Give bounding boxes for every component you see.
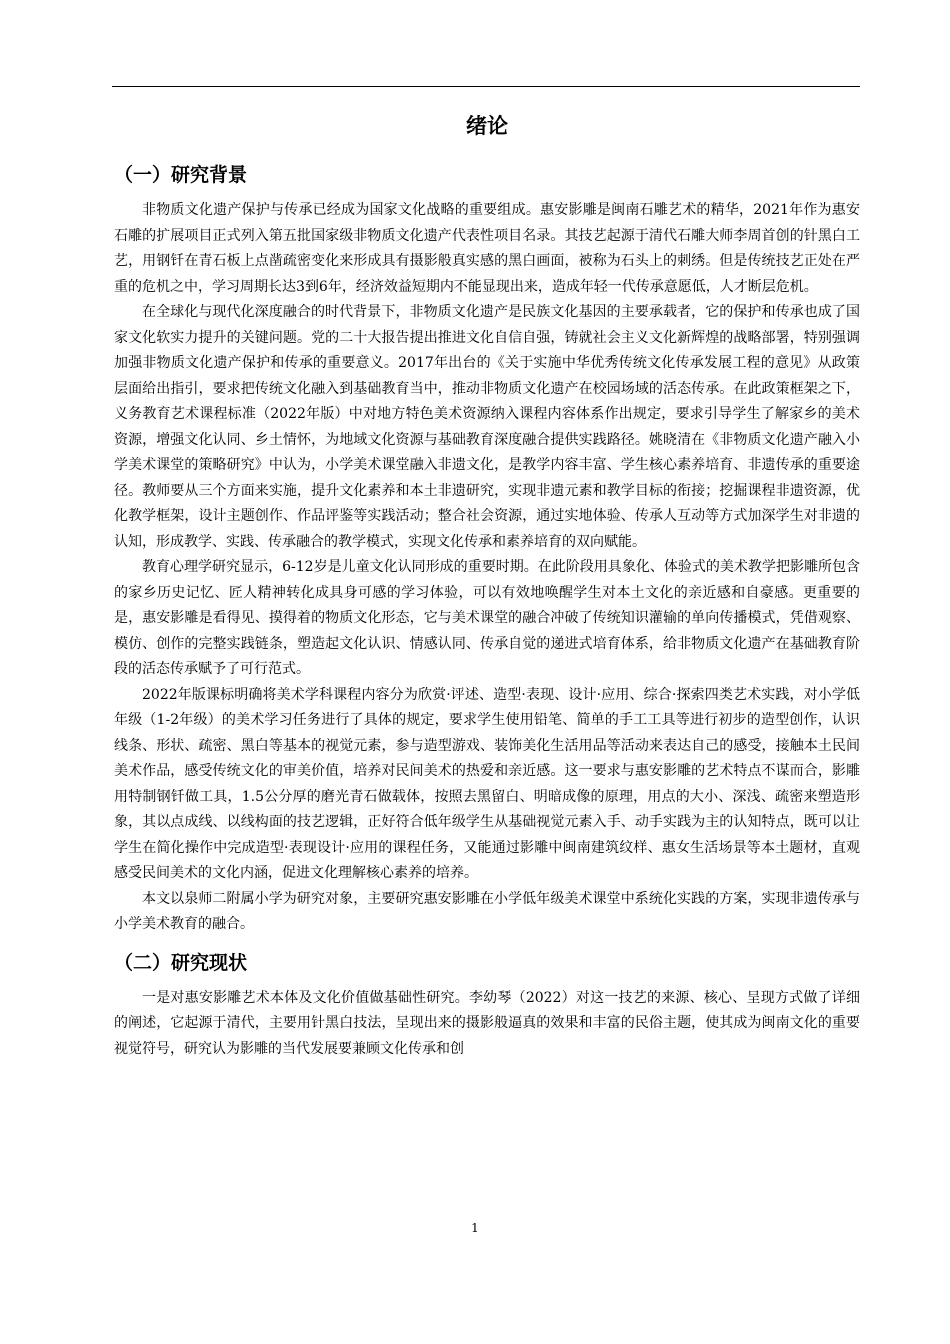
section-heading-status: （二）研究现状: [114, 951, 248, 974]
paragraph: 在全球化与现代化深度融合的时代背景下，非物质文化遗产是民族文化基因的主要承载者，它的保护和传承也成了国家文化软实力提升的关键问题。党的二十大报告提出推进文化自信自强，铸就社会主义文化新辉煌的战略部署，特别强调加强非物质文化遗产保护和传承的重要意义。2017年出台的《关于实施中华优秀传统文化传承发展工程的意见》从政策层面给出指引，要求把传统文化融入到基础教育当中，推动非物质文化遗产在校园场域的活态传承。在此政策框架之下，义务教育艺术课程标准（2022年版）中对地方特色美术资源纳入课程内容体系作出规定，要求引导学生了解家乡的美术资源，增强文化认同、乡土情怀，为地域文化资源与基础教育深度融合提供实践路径。姚晓清在《非物质文化遗产融入小学美术课堂的策略研究》中认为，小学美术课堂融入非遗文化，是教学内容丰富、学生核心素养培育、非遗传承的重要途径。教师要从三个方面来实施，提升文化素养和本土非遗研究，实现非遗元素和教学目标的衔接；挖掘课程非遗资源，优化教学框架，设计主题创作、作品评鉴等实践活动；整合社会资源，通过实地体验、传承人互动等方式加深学生对非遗的认知，形成教学、实践、传承融合的教学模式，实现文化传承和素养培育的双向赋能。: [114, 304, 860, 550]
page-title: 绪论: [466, 114, 508, 138]
paragraph: 本文以泉师二附属小学为研究对象，主要研究惠安影雕在小学低年级美术课堂中系统化实践的方案，实现非遗传承与小学美术教育的融合。: [114, 890, 860, 932]
paragraph: 非物质文化遗产保护与传承已经成为国家文化战略的重要组成。惠安影雕是闽南石雕艺术的精华，2021年作为惠安石雕的扩展项目正式列入第五批国家级非物质文化遗产代表性项目名录。其技艺起源于清代石雕大师李周首创的针黑白工艺，用钢钎在青石板上点凿疏密变化来形成具有摄影般真实感的黑白画面，被称为石头上的刺绣。但是传统技艺正处在严重的危机之中，学习周期长达3到6年，经济效益短期内不能显现出来，造成年轻一代传承意愿低，人才断层危机。: [114, 202, 860, 295]
page-body: [114, 108, 860, 1062]
page-number: 1: [471, 1221, 479, 1235]
paragraph: 一是对惠安影雕艺术本体及文化价值做基础性研究。李幼琴（2022）对这一技艺的来源、核心、呈现方式做了详细的阐述，它起源于清代，主要用针黑白技法，呈现出来的摄影般逼真的效果和丰富的民俗主题，使其成为闽南文化的重要视觉符号，研究认为影雕的当代发展要兼顾文化传承和创: [114, 989, 860, 1057]
section-heading-background: （一）研究背景: [114, 164, 248, 186]
paragraph: 教育心理学研究显示，6-12岁是儿童文化认同形成的重要时期。在此阶段用具象化、体验式的美术教学把影雕所包含的家乡历史记忆、匠人精神转化成具身可感的学习体验，可以有效地唤醒学生对本土文化的亲近感和自豪感。更重要的是，惠安影雕是看得见、摸得着的物质文化形态，它与美术课堂的融合冲破了传统知识灌输的单向传播模式，凭借观察、模仿、创作的完整实践链条，塑造起文化认识、情感认同、传承自觉的递进式培育体系，给非物质文化遗产在基础教育阶段的活态传承赋予了可行范式。: [114, 559, 860, 677]
paragraph: 2022年版课标明确将美术学科课程内容分为欣赏·评述、造型·表现、设计·应用、综合·探索四类艺术实践，对小学低年级（1-2年级）的美术学习任务进行了具体的规定，要求学生使用铅笔、简单的手工工具等进行初步的造型创作，认识线条、形状、疏密、黑白等基本的视觉元素，参与造型游戏、装饰美化生活用品等活动来表达自己的感受，接触本土民间美术作品，感受传统文化的审美价值，培养对民间美术的热爱和亲近感。这一要求与惠安影雕的艺术特点不谋而合，影雕用特制钢钎做工具，1.5公分厚的磨光青石做载体，按照去黑留白、明暗成像的原理，用点的大小、深浅、疏密来塑造形象，其以点成线、以线构面的技艺逻辑，正好符合低年级学生从基础视觉元素入手、动手实践为主的认知特点，既可以让学生在简化操作中完成造型·表现设计·应用的课程任务，又能通过影雕中闽南建筑纹样、惠女生活场景等本土题材，直观感受民间美术的文化内涵，促进文化理解核心素养的培养。: [114, 686, 860, 881]
header-rule: [112, 86, 860, 87]
